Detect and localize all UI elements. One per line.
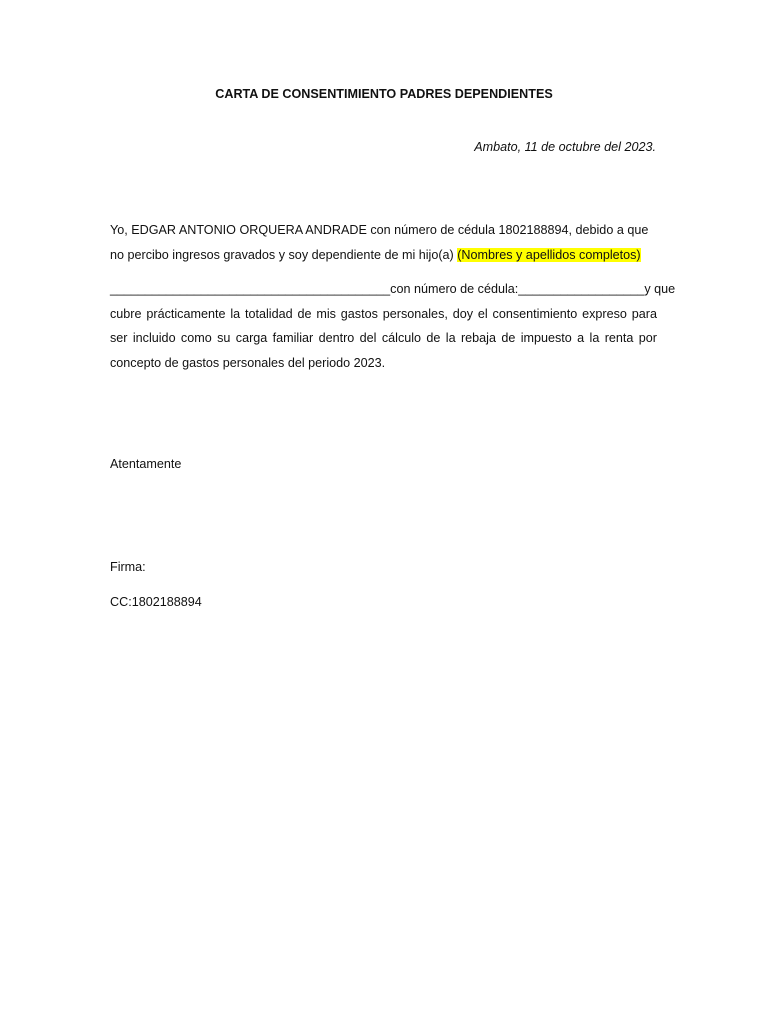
- paragraph-declaration: [110, 218, 657, 267]
- paragraph2-line1: [110, 277, 676, 302]
- closing-text: Atentamente: [110, 457, 182, 471]
- paragraph2-tail: y que: [644, 282, 676, 296]
- highlighted-placeholder: (Nombres y apellidos completos): [457, 247, 641, 262]
- paragraph1-line1-text: Yo, EDGAR ANTONIO ORQUERA ANDRADE con número de cédula 1802188894, debido a que: [110, 223, 649, 237]
- paragraph1-line2: [110, 243, 657, 268]
- paragraph-consent: [110, 277, 676, 375]
- signature-label: Firma:: [110, 560, 146, 574]
- blank-name-field: ________________________________________: [110, 282, 391, 296]
- date-line: Ambato, 11 de octubre del 2023.: [474, 140, 656, 154]
- paragraph1-line1: [110, 218, 657, 243]
- document-title: CARTA DE CONSENTIMIENTO PADRES DEPENDIENTES: [215, 87, 553, 101]
- paragraph2-body: cubre prácticamente la totalidad de mis gastos personales, doy el consentimiento expreso para ser incluido como su carga familiar dentro del cálculo de la rebaja de impuesto a la renta por concepto de gastos personales del periodo 2023.: [110, 306, 657, 370]
- id-label: con número de cédula:: [390, 282, 519, 296]
- blank-id-field: __________________: [518, 282, 645, 296]
- cc-line: CC:1802188894: [110, 595, 202, 609]
- paragraph1-line2-text: no percibo ingresos gravados y soy dependiente de mi hijo(a): [110, 247, 458, 262]
